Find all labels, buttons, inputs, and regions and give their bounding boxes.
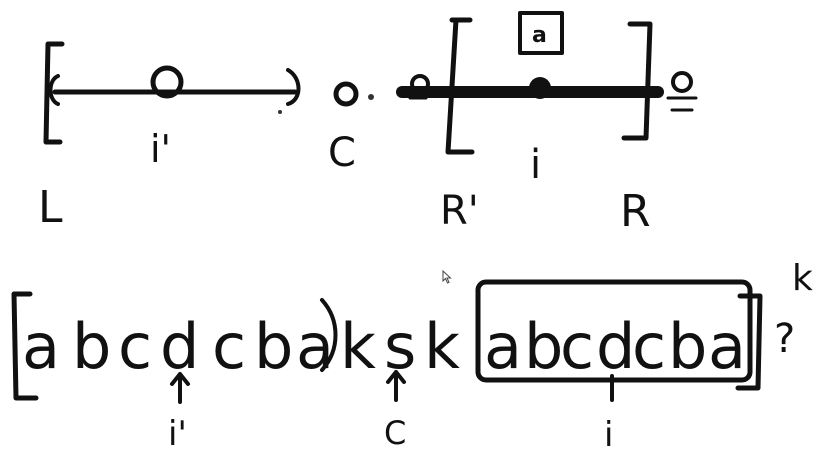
label-left-bound: L bbox=[38, 182, 63, 233]
mouse-cursor-icon bbox=[442, 270, 452, 284]
string-letter: d bbox=[596, 310, 636, 383]
pointer-center: C bbox=[384, 414, 407, 449]
label-center: C bbox=[328, 130, 356, 176]
string-letter: c bbox=[212, 310, 247, 383]
string-letter: a bbox=[484, 310, 522, 383]
string-letters bbox=[22, 310, 746, 383]
string-letter: c bbox=[118, 310, 153, 383]
side-letter: k bbox=[792, 258, 813, 299]
string-letter: c bbox=[632, 310, 667, 383]
label-mirror-right: R' bbox=[440, 188, 479, 234]
arrow-mirror-index bbox=[172, 374, 188, 402]
pointer-current-index: i bbox=[604, 415, 614, 449]
label-current-index: i bbox=[530, 142, 542, 188]
string-letter: b bbox=[668, 310, 708, 383]
string-letter: d bbox=[160, 310, 200, 383]
current-point bbox=[529, 77, 551, 99]
dot bbox=[278, 110, 282, 114]
left-close-paren bbox=[288, 70, 299, 104]
question-mark: ? bbox=[774, 316, 796, 362]
string-letter: s bbox=[384, 310, 417, 383]
label-mirror-index: i' bbox=[150, 127, 172, 171]
top-box-letter: a bbox=[532, 23, 547, 48]
center-dot bbox=[368, 94, 374, 100]
string-letter: k bbox=[424, 310, 460, 383]
string-letter: c bbox=[560, 310, 595, 383]
pointer-mirror-index: i' bbox=[168, 414, 187, 449]
string-letter: a bbox=[22, 310, 60, 383]
top-diagram bbox=[38, 13, 696, 237]
label-right-bound: R bbox=[620, 186, 651, 237]
right-close-bracket bbox=[624, 24, 650, 138]
right-circle bbox=[673, 73, 691, 91]
string-letter: b bbox=[72, 310, 112, 383]
center-circle bbox=[336, 84, 356, 104]
arrow-center bbox=[388, 372, 404, 400]
bottom-diagram bbox=[14, 258, 813, 449]
string-letter: k bbox=[340, 310, 376, 383]
string-letter: a bbox=[296, 310, 334, 383]
string-letter: b bbox=[254, 310, 294, 383]
string-letter: b bbox=[524, 310, 564, 383]
string-letter: a bbox=[708, 310, 746, 383]
